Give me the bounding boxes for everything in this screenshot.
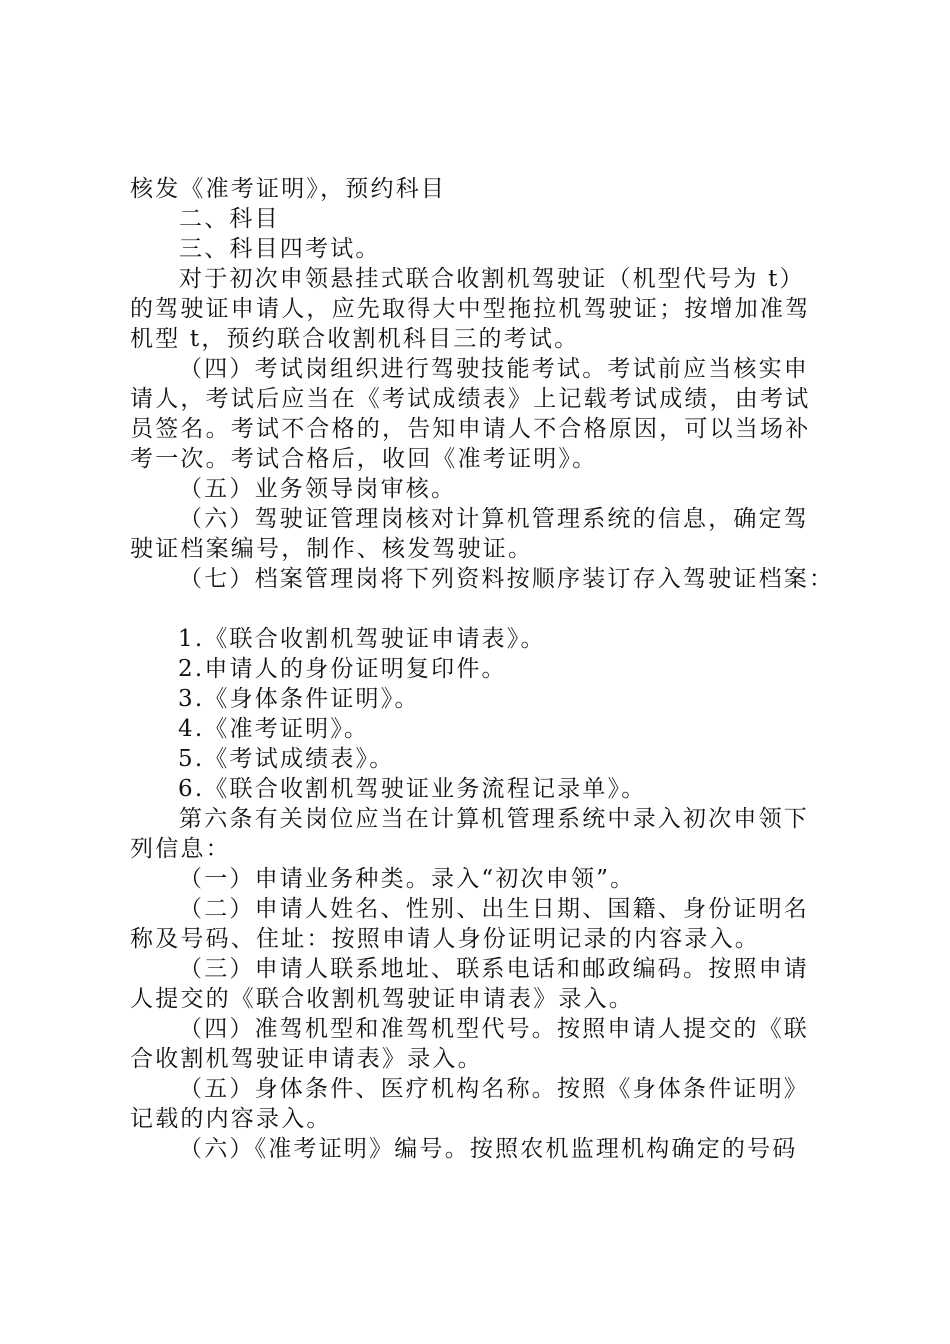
text-line: 核发《准考证明》，预约科目 [130,176,447,202]
text-line: （二）申请人姓名、性别、出生日期、国籍、身份证明名 [179,896,809,922]
blank-line [130,594,835,624]
text-line: 的驾驶证申请人，应先取得大中型拖拉机驾驶证；按增加准驾 [130,296,811,322]
text-line: （七）档案管理岗将下列资料按顺序装订存入驾驶证档案： [179,566,835,592]
text-line: 人提交的《联合收割机驾驶证申请表》录入。 [130,986,634,1012]
text-line: （六）《准考证明》编号。按照农机监理机构确定的号码 [179,1136,798,1162]
text-line: （六）驾驶证管理岗核对计算机管理系统的信息，确定驾 [179,506,809,532]
text-line: 考一次。考试合格后，收回《准考证明》。 [130,446,598,472]
text-line: （五）身体条件、医疗机构名称。按照《身体条件证明》 [179,1076,809,1102]
list-item: 6.《联合收割机驾驶证业务流程记录单》。 [178,776,647,802]
text-line: （四）考试岗组织进行驾驶技能考试。考试前应当核实申 [179,356,809,382]
text-line: 称及号码、住址：按照申请人身份证明记录的内容录入。 [130,926,760,952]
text-line: 员签名。考试不合格的，告知申请人不合格原因，可以当场补 [130,416,811,442]
text-line: （五）业务领导岗审核。 [179,476,457,502]
text-line: 二、科目 [179,206,280,232]
text-line: 对于初次申领悬挂式联合收割机驾驶证（机型代号为 t） [179,266,805,292]
text-line: （三）申请人联系地址、联系电话和邮政编码。按照申请 [179,956,809,982]
list-item: 3.《身体条件证明》。 [178,686,420,712]
text-line: 三、科目四考试。 [179,236,381,262]
text-line: （一）申请业务种类。录入“初次申领”。 [179,866,636,892]
text-line: 请人，考试后应当在《考试成绩表》上记载考试成绩，由考试 [130,386,811,412]
text-line: （四）准驾机型和准驾机型代号。按照申请人提交的《联 [179,1016,809,1042]
text-line: 第六条有关岗位应当在计算机管理系统中录入初次申领下 [179,806,809,832]
text-line: 列信息： [130,836,231,862]
text-line: 记载的内容录入。 [130,1106,332,1132]
list-item: 1.《联合收割机驾驶证申请表》。 [178,626,546,652]
text-line: 合收割机驾驶证申请表》录入。 [130,1046,483,1072]
list-item: 5.《考试成绩表》。 [178,746,395,772]
text-line: 机型 t，预约联合收割机科目三的考试。 [130,326,580,352]
document-body [130,174,835,1164]
text-line: 驶证档案编号，制作、核发驾驶证。 [130,536,534,562]
list-item: 4.《准考证明》。 [178,716,370,742]
list-item: 2.申请人的身份证明复印件。 [178,656,507,682]
